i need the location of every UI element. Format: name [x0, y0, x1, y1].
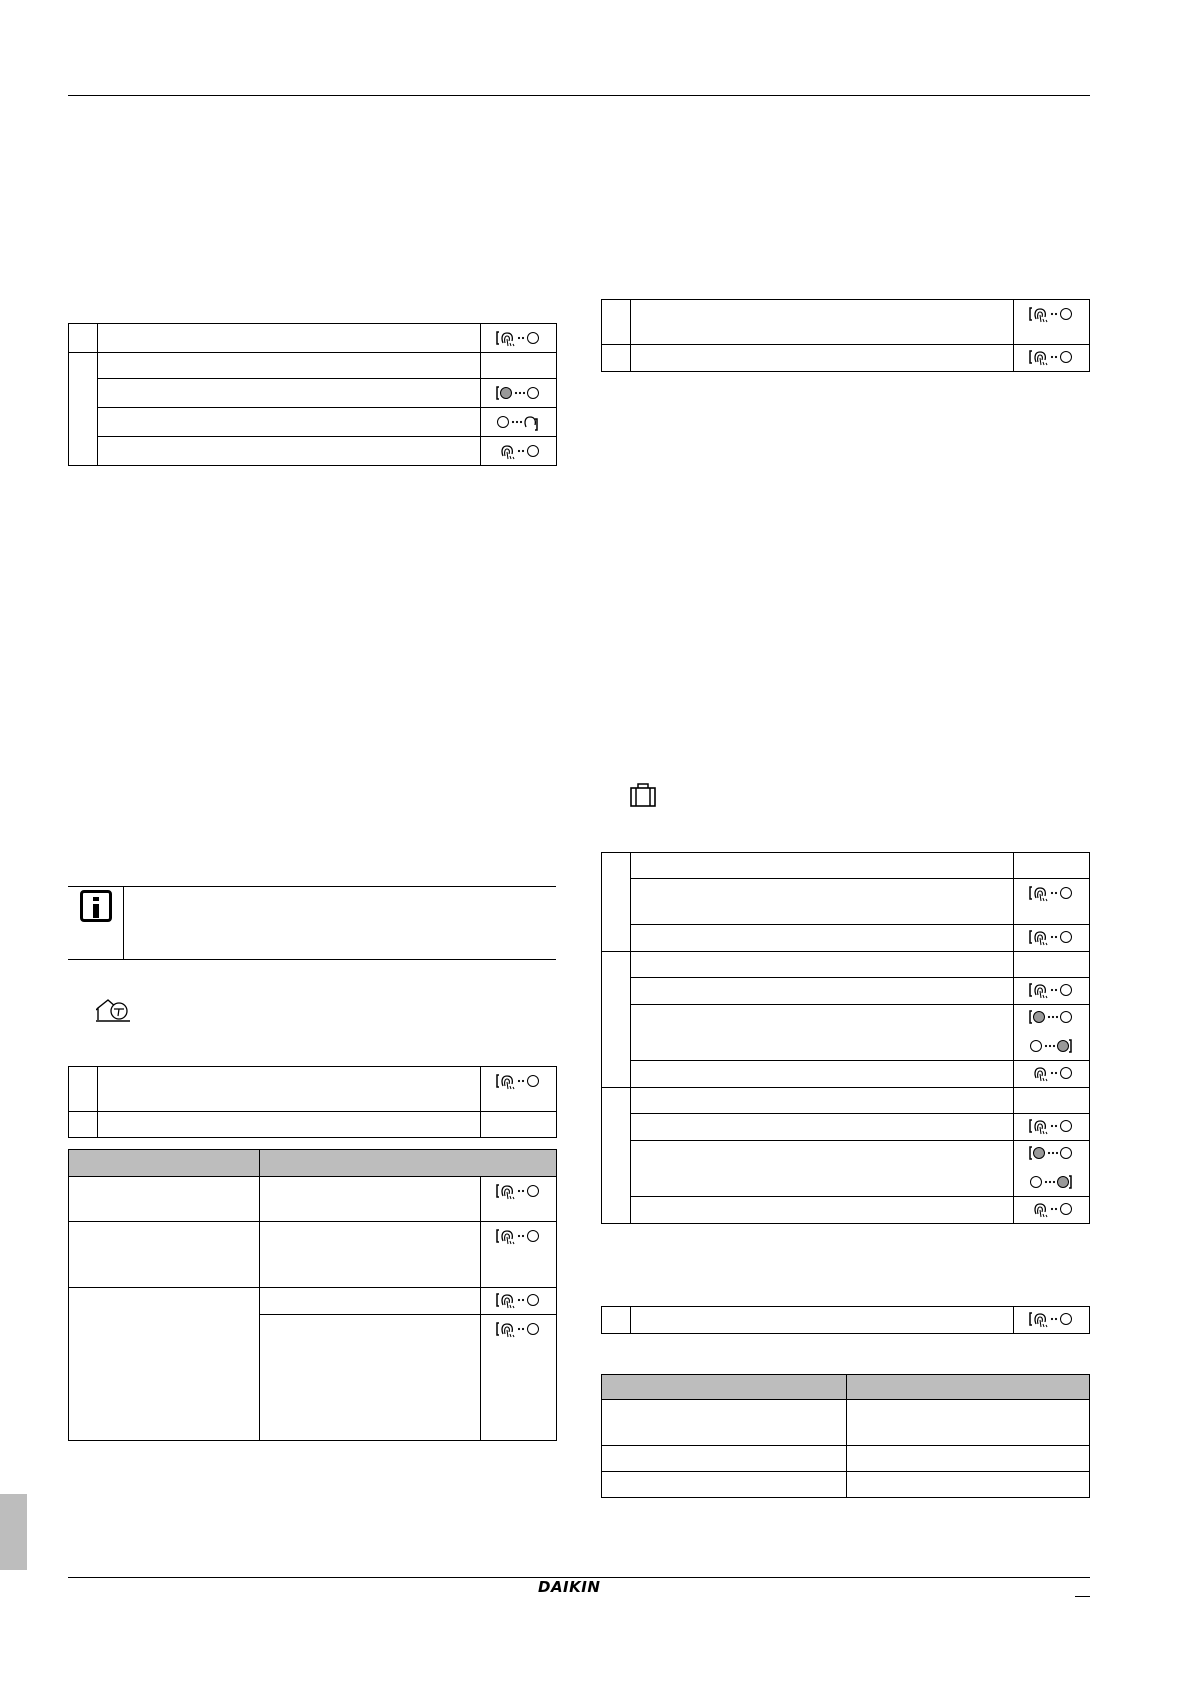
table-row-text — [631, 925, 1014, 952]
tap-hand-icon — [1028, 1117, 1076, 1135]
info-top-rule — [68, 886, 556, 887]
table-row-text — [631, 853, 1014, 879]
table-cell — [69, 1222, 260, 1288]
table-row-number — [69, 353, 98, 466]
table-header-cell — [847, 1375, 1090, 1400]
table-cell — [602, 1472, 847, 1498]
info-bottom-rule — [68, 959, 556, 960]
table-cell — [602, 1400, 847, 1446]
table-cell — [602, 1446, 847, 1472]
table-row-text — [631, 300, 1014, 345]
table-row-text — [631, 345, 1014, 372]
right-table-3 — [601, 1306, 1090, 1334]
table-cell — [847, 1446, 1090, 1472]
table-cell — [260, 1222, 481, 1288]
table-row-text — [631, 1061, 1014, 1088]
right-table-2 — [601, 852, 1090, 1224]
table-row-number — [602, 1307, 631, 1334]
tap-hand-icon — [1028, 1200, 1076, 1218]
tap-hand-icon — [495, 1291, 543, 1309]
table-cell — [847, 1472, 1090, 1498]
table-row-text — [98, 437, 481, 466]
table-cell — [69, 1177, 260, 1222]
right-table-1 — [601, 299, 1090, 372]
right-table-4 — [601, 1374, 1090, 1498]
header-rule — [68, 95, 1090, 96]
info-divider — [123, 886, 124, 960]
table-header-cell — [69, 1150, 260, 1177]
table-row-text — [631, 1307, 1014, 1334]
table-row-text — [631, 879, 1014, 925]
table-row-number — [602, 1088, 631, 1224]
table-cell — [847, 1400, 1090, 1446]
tap-hand-icon — [1028, 884, 1076, 902]
tap-hand-icon — [495, 1227, 543, 1245]
table-row-text — [631, 1114, 1014, 1141]
circle-tap-right-icon — [495, 413, 543, 431]
table-cell — [260, 1288, 481, 1315]
house-weather-icon — [96, 998, 130, 1022]
table-row-number — [602, 345, 631, 372]
tap-hand-icon — [1028, 1064, 1076, 1082]
table-row-number — [69, 324, 98, 353]
tap-hand-icon — [495, 329, 543, 347]
info-icon — [80, 890, 112, 922]
suitcase-icon — [628, 782, 658, 808]
grey-circle-left-icon — [1028, 1008, 1076, 1026]
tap-hand-icon — [1028, 348, 1076, 366]
left-table-1 — [68, 323, 557, 466]
table-row-text — [98, 408, 481, 437]
tap-hand-icon — [495, 1072, 543, 1090]
table-row-text — [98, 1067, 481, 1112]
table-row-text — [98, 353, 481, 379]
table-header-cell — [260, 1150, 557, 1177]
table-row-text — [98, 1112, 481, 1138]
footer-rule-thin — [1075, 1596, 1090, 1597]
table-row-text — [631, 1005, 1014, 1061]
table-row-text — [631, 1141, 1014, 1197]
tap-hand-icon — [495, 1182, 543, 1200]
table-row-number — [602, 952, 631, 1088]
grey-circle-right-icon — [1028, 1173, 1076, 1191]
table-row-text — [631, 952, 1014, 978]
grey-circle-left-icon — [1028, 1144, 1076, 1162]
table-row-number — [69, 1112, 98, 1138]
tap-hand-icon — [495, 1320, 543, 1338]
table-row-text — [631, 1197, 1014, 1224]
table-header-cell — [602, 1375, 847, 1400]
tap-hand-icon — [1028, 981, 1076, 999]
grey-circle-left-icon — [495, 384, 543, 402]
tap-hand-icon — [1028, 305, 1076, 323]
tap-hand-icon — [495, 442, 543, 460]
table-row-number — [602, 300, 631, 345]
table-cell — [260, 1315, 481, 1441]
table-row-text — [98, 379, 481, 408]
tap-hand-icon — [1028, 928, 1076, 946]
table-row-number — [602, 853, 631, 952]
daikin-logo: DAIKIN — [538, 1578, 601, 1596]
table-row-number — [69, 1067, 98, 1112]
grey-circle-right-icon — [1028, 1037, 1076, 1055]
tap-hand-icon — [1028, 1310, 1076, 1328]
table-row-text — [98, 324, 481, 353]
table-row-text — [631, 1088, 1014, 1114]
table-row-text — [631, 978, 1014, 1005]
table-cell — [260, 1177, 481, 1222]
left-table-3 — [68, 1149, 557, 1441]
table-cell — [69, 1288, 260, 1441]
left-table-2 — [68, 1066, 557, 1138]
chapter-tab — [0, 1494, 27, 1570]
